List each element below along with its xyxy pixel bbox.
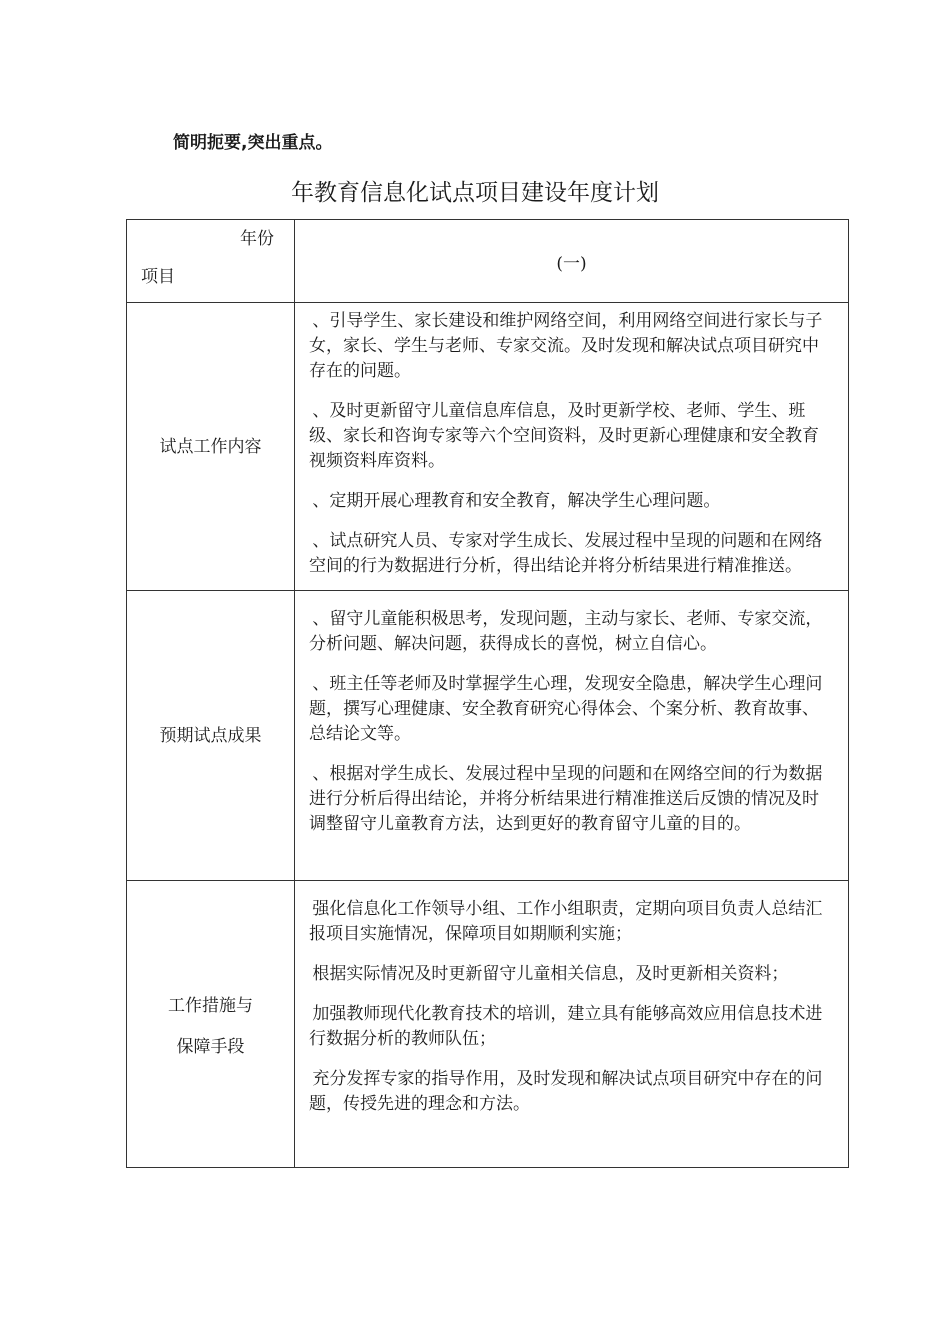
table-header-row [127, 220, 849, 303]
row-label-line: 保障手段 [176, 1037, 245, 1057]
content-paragraph: 充分发挥专家的指导作用，及时发现和解决试点项目研究中存在的问题，传授先进的理念和方法。 [309, 1069, 823, 1114]
row-label: 预期试点成果 [127, 591, 295, 881]
row-content [295, 303, 849, 591]
table-row [127, 303, 849, 591]
header-year-label: 年份 [240, 229, 274, 249]
plan-table [126, 219, 849, 1168]
row-content [295, 591, 849, 881]
content-paragraph: 、引导学生、家长建设和维护网络空间，利用网络空间进行家长与子女，家长、学生与老师、专家交流。及时发现和解决试点项目研究中存在的问题。 [309, 311, 823, 381]
content-paragraph: 、及时更新留守儿童信息库信息，及时更新学校、老师、学生、班级、家长和咨询专家等六个空间资料，及时更新心理健康和安全教育视频资料库资料。 [309, 401, 819, 471]
table-row [127, 881, 849, 1168]
content-paragraph: 、定期开展心理教育和安全教育，解决学生心理问题。 [312, 491, 721, 511]
content-paragraph: 加强教师现代化教育技术的培训，建立具有能够高效应用信息技术进行数据分析的教师队伍； [309, 1004, 823, 1049]
row-content [295, 881, 849, 1168]
content-paragraph: 、试点研究人员、专家对学生成长、发展过程中呈现的问题和在网络空间的行为数据进行分析，得出结论并将分析结果进行精准推送。 [309, 531, 823, 576]
document-title: 年教育信息化试点项目建设年度计划 [291, 180, 659, 206]
content-paragraph: 、留守儿童能积极思考，发现问题，主动与家长、老师、专家交流，分析问题、解决问题，获得成长的喜悦，树立自信心。 [309, 609, 823, 654]
row-label: 试点工作内容 [127, 303, 295, 591]
row-label-line: 工作措施与 [168, 996, 253, 1016]
content-paragraph: 根据实际情况及时更新留守儿童相关信息，及时更新相关资料； [312, 964, 789, 984]
table-row [127, 591, 849, 881]
header-corner-cell [127, 220, 295, 303]
row-label [127, 881, 295, 1168]
header-item-label: 项目 [141, 267, 175, 287]
header-column-label: (一) [295, 220, 849, 303]
note-text: 简明扼要,突出重点。 [173, 133, 333, 153]
content-paragraph: 、班主任等老师及时掌握学生心理，发现安全隐患，解决学生心理问题，撰写心理健康、安全教育研究心得体会、个案分析、教育故事、总结论文等。 [309, 674, 823, 744]
content-paragraph: 、根据对学生成长、发展过程中呈现的问题和在网络空间的行为数据进行分析后得出结论，并将分析结果进行精准推送后反馈的情况及时调整留守儿童教育方法，达到更好的教育留守儿童的目的。 [309, 764, 823, 834]
content-paragraph: 强化信息化工作领导小组、工作小组职责，定期向项目负责人总结汇报项目实施情况，保障项目如期顺利实施； [309, 899, 823, 944]
